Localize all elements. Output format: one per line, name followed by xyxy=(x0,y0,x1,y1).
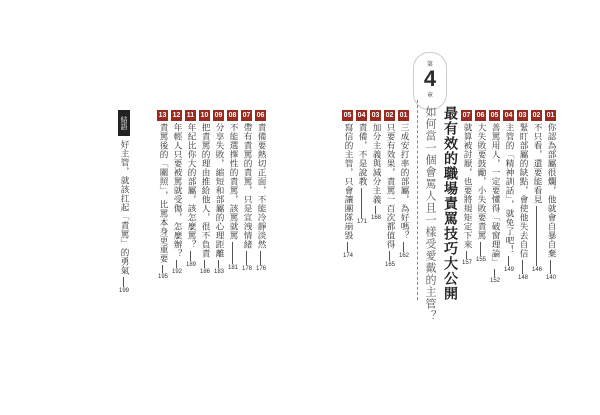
toc-entry[interactable] xyxy=(503,110,515,273)
entry-page: 140 xyxy=(545,275,556,281)
conclusion-page: 199 xyxy=(118,288,129,294)
leader-line xyxy=(204,260,206,268)
entry-page: 189 xyxy=(185,262,196,268)
entry-page: 195 xyxy=(157,273,168,280)
entry-title: 年紀比你大的部屬，該怎麼罵？ xyxy=(186,123,196,249)
entry-number: 01 xyxy=(546,112,555,119)
entry-number: 10 xyxy=(200,112,209,119)
entry-title: 分享失敗，縮短和部屬的心理距離 xyxy=(214,123,224,258)
entry-number: 05 xyxy=(343,112,352,119)
toc-entry[interactable] xyxy=(185,110,197,268)
leader-line xyxy=(260,251,262,265)
leader-line xyxy=(536,206,538,266)
entry-page: 165 xyxy=(384,262,395,268)
entry-title: 你認為部屬很爛，他就會自暴自棄 xyxy=(546,123,556,258)
entry-number: 05 xyxy=(490,112,499,119)
toc-entry[interactable] xyxy=(342,110,354,259)
toc-entry[interactable] xyxy=(255,110,267,272)
leader-line xyxy=(480,242,482,256)
entry-number: 12 xyxy=(172,112,181,119)
entry-number: 07 xyxy=(462,112,471,119)
entry-number: 09 xyxy=(214,112,223,119)
entry-page: 171 xyxy=(356,219,367,225)
conclusion-label: 結語 xyxy=(118,110,130,136)
leader-line xyxy=(176,260,178,268)
toc-conclusion[interactable] xyxy=(118,110,130,294)
leader-line xyxy=(190,251,192,261)
leader-line xyxy=(550,260,552,274)
entry-page: 162 xyxy=(398,253,409,259)
entry-page: 152 xyxy=(489,278,500,284)
entry-title: 就算被討厭，也要將規矩定下來 xyxy=(462,123,472,249)
toc-entry[interactable] xyxy=(461,110,473,266)
leader-line xyxy=(361,188,363,218)
toc-entry[interactable] xyxy=(227,110,239,271)
chapter-subtitle: 如何當一個會罵人且一樣受愛戴的主管？ xyxy=(424,106,437,322)
entry-title: 只要有效果，責罵一百次都值得 xyxy=(385,123,395,249)
entry-number: 03 xyxy=(371,112,380,119)
conclusion-title: 好主管，就該扛起「責罵」的勇氣 xyxy=(119,140,129,275)
toc-entry[interactable] xyxy=(398,110,410,259)
entry-number: 04 xyxy=(357,112,366,119)
entry-page: 146 xyxy=(531,267,542,273)
entry-page: 178 xyxy=(241,266,252,272)
toc-entry[interactable] xyxy=(199,110,211,275)
entry-page: 186 xyxy=(199,269,210,275)
leader-line xyxy=(162,265,164,273)
entry-page: 183 xyxy=(213,269,224,275)
entry-title: 年輕人只要被罵就受傷，怎麼辦？ xyxy=(172,123,182,258)
entry-page: 181 xyxy=(227,265,238,271)
entry-title: 把責罵的理由推給他人，很不負責 xyxy=(200,123,210,258)
entry-page: 155 xyxy=(475,257,486,263)
entry-number: 06 xyxy=(256,112,265,119)
toc-entry[interactable] xyxy=(384,110,396,268)
toc-entry[interactable] xyxy=(213,110,225,275)
chapter-label-bottom: 章 xyxy=(426,92,433,99)
leader-line xyxy=(347,242,349,252)
entry-number: 01 xyxy=(399,112,408,119)
entry-title: 不只看，還要能看見 xyxy=(532,123,542,204)
entry-title: 加分主義與減分主義 xyxy=(371,123,381,204)
leader-line xyxy=(218,260,220,268)
entry-title: 責備要熱切正面，不能冷靜淡然 xyxy=(256,123,266,249)
entry-title: 大失敗要鼓勵，小失敗要責罵 xyxy=(476,123,486,240)
entry-page: 174 xyxy=(342,253,353,259)
leader-line xyxy=(522,260,524,274)
leader-line xyxy=(232,242,234,264)
leader-line xyxy=(389,251,391,261)
toc-entry[interactable] xyxy=(370,110,382,221)
toc-entry[interactable] xyxy=(171,110,183,275)
leader-line xyxy=(508,256,510,266)
entry-page: 192 xyxy=(171,269,182,275)
entry-number: 06 xyxy=(476,112,485,119)
entry-number: 03 xyxy=(518,112,527,119)
entry-number: 02 xyxy=(385,112,394,119)
leader-line xyxy=(403,242,405,252)
toc-entry[interactable] xyxy=(531,110,543,273)
toc-entry[interactable] xyxy=(545,110,557,281)
entry-number: 08 xyxy=(228,112,237,119)
entry-title: 責罵後的「關照」，比罵本身更重要 xyxy=(158,123,168,263)
toc-entry[interactable] xyxy=(157,110,169,280)
entry-title: 善罵用人，一定要懂得「破窗理論」 xyxy=(490,123,500,267)
subtitle-divider xyxy=(417,100,440,300)
leader-line xyxy=(494,269,496,277)
entry-title: 帶有責罵的責罵，只是宣洩情緒 xyxy=(242,123,252,249)
chapter-title: 最有效的職場責罵技巧大公開 xyxy=(442,106,458,301)
entry-number: 04 xyxy=(504,112,513,119)
entry-title: 緊盯部屬的缺點，會使他失去自信 xyxy=(518,123,528,258)
entry-title: 主管的「精神訓話」，就免了吧！ xyxy=(504,123,514,254)
entry-title: 不能選擇性的責罵，該罵就罵 xyxy=(228,123,238,240)
entry-page: 168 xyxy=(370,215,381,221)
leader-line xyxy=(246,251,248,265)
entry-page: 149 xyxy=(503,266,514,273)
entry-number: 13 xyxy=(158,112,167,119)
chapter-number: 4 xyxy=(423,66,437,91)
entry-title: 寫信的主管，只會讓團隊崩毀 xyxy=(343,123,353,240)
leader-line xyxy=(375,206,377,214)
entry-page: 176 xyxy=(255,266,266,272)
chapter-label-top: 第 xyxy=(426,61,433,68)
toc-entry[interactable] xyxy=(356,110,368,225)
toc-entry[interactable] xyxy=(517,110,529,281)
entry-number: 07 xyxy=(242,112,251,119)
entry-page: 148 xyxy=(517,275,528,281)
toc-entry[interactable] xyxy=(489,110,501,284)
entry-number: 11 xyxy=(186,112,195,119)
entry-title: 三成安打率的部屬，為好嗎？ xyxy=(399,123,409,240)
entry-number: 02 xyxy=(532,112,541,119)
leader-line xyxy=(466,251,468,259)
toc-entry[interactable] xyxy=(241,110,253,272)
entry-page: 157 xyxy=(461,260,472,266)
toc-entry[interactable] xyxy=(475,110,487,263)
leader-line xyxy=(123,277,125,287)
entry-title: 責備，不是說教 xyxy=(357,123,367,186)
